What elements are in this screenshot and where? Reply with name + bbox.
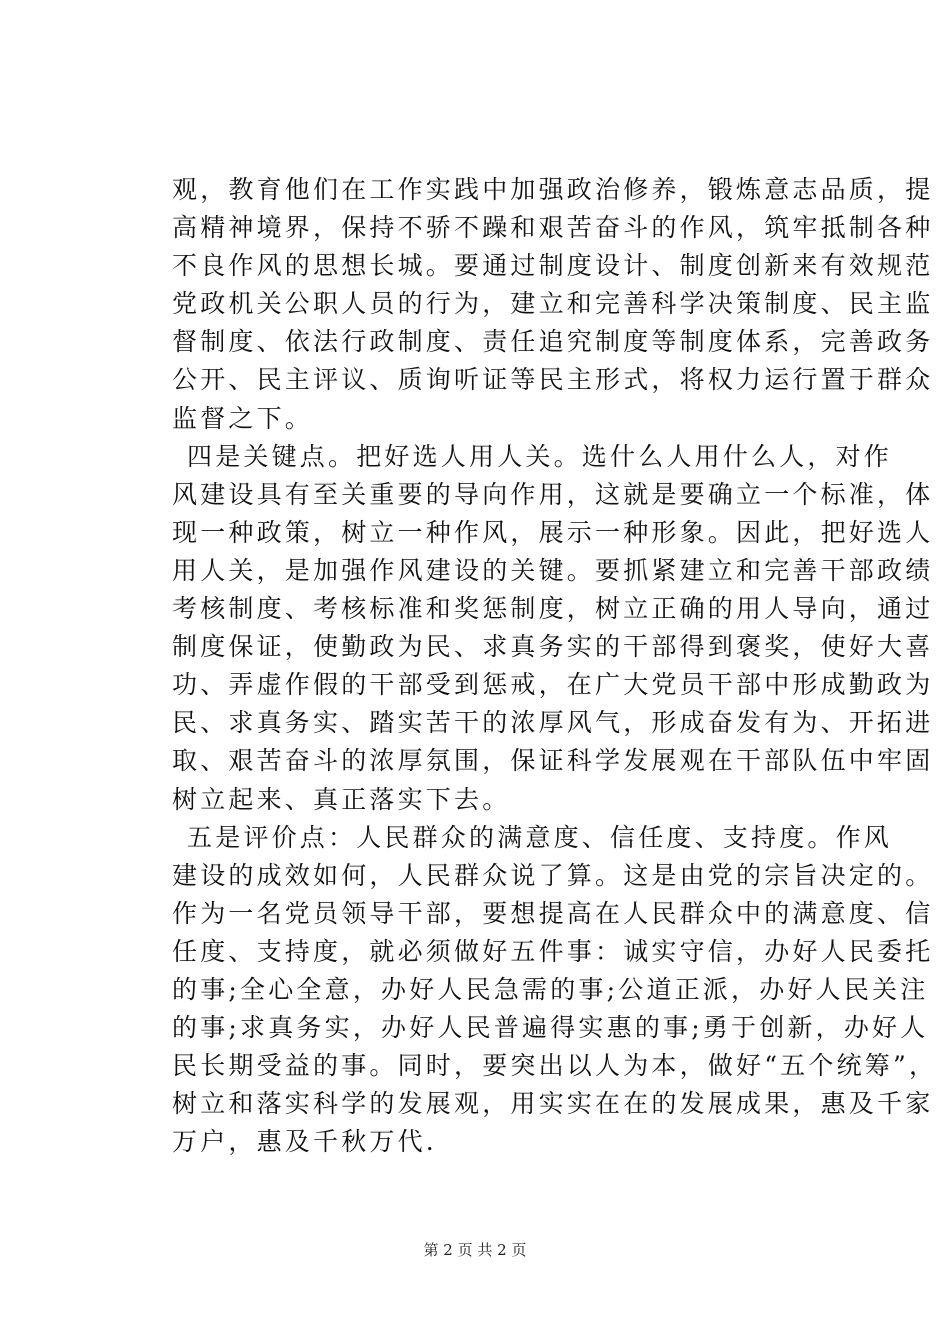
- paragraph-start-line: 五是评价点：人民群众的满意度、信任度、支持度。作风: [187, 822, 893, 852]
- text-line: 督制度、依法行政制度、责任追究制度等制度体系，完善政务: [172, 327, 934, 357]
- text-line: 用人关，是加强作风建设的关键。要抓紧建立和完善干部政绩: [172, 555, 934, 585]
- text-line: 建设的成效如何，人民群众说了算。这是由党的宗旨决定的。: [172, 860, 934, 890]
- text-line: 取、艰苦奋斗的浓厚氛围，保证科学发展观在干部队伍中牢固: [172, 746, 934, 776]
- text-line: 高精神境界，保持不骄不躁和艰苦奋斗的作风，筑牢抵制各种: [172, 213, 934, 243]
- document-body: [172, 171, 938, 1161]
- text-line: 民长期受益的事。同时，要突出以人为本，做好“五个统筹”，: [172, 1051, 938, 1081]
- text-line: 不良作风的思想长城。要通过制度设计、制度创新来有效规范: [172, 251, 934, 281]
- text-line: 民、求真务实、踏实苦干的浓厚风气，形成奋发有为、开拓进: [172, 708, 934, 738]
- paragraph-start-line: 四是关键点。把好选人用人关。选什么人用什么人，对作: [187, 441, 893, 471]
- text-line: 万户，惠及千秋万代.: [172, 1127, 437, 1157]
- text-line: 的事;全心全意，办好人民急需的事;公道正派，办好人民关注: [172, 974, 929, 1004]
- text-line: 任度、支持度，就必须做好五件事：诚实守信，办好人民委托: [172, 936, 934, 966]
- text-line: 观，教育他们在工作实践中加强政治修养，锻炼意志品质，提: [172, 175, 934, 204]
- text-line: 考核制度、考核标准和奖惩制度，树立正确的用人导向，通过: [172, 594, 934, 624]
- text-line: 功、弄虚作假的干部受到惩戒，在广大党员干部中形成勤政为: [172, 670, 934, 700]
- text-line: 的事;求真务实，办好人民普遍得实惠的事;勇于创新，办好人: [172, 1013, 929, 1043]
- text-line: 监督之下。: [172, 403, 314, 433]
- text-line: 制度保证，使勤政为民、求真务实的干部得到褒奖，使好大喜: [172, 632, 934, 662]
- text-line: 树立和落实科学的发展观，用实实在在的发展成果，惠及千家: [172, 1089, 934, 1119]
- text-line: 党政机关公职人员的行为，建立和完善科学决策制度、民主监: [172, 289, 934, 319]
- text-line: 风建设具有至关重要的导向作用，这就是要确立一个标准，体: [172, 479, 934, 509]
- text-line: 现一种政策，树立一种作风，展示一种形象。因此，把好选人: [172, 517, 934, 547]
- text-line: 作为一名党员领导干部，要想提高在人民群众中的满意度、信: [172, 898, 934, 928]
- text-line: 树立起来、真正落实下去。: [172, 784, 511, 814]
- text-line: 公开、民主评议、质询听证等民主形式，将权力运行置于群众: [172, 365, 934, 395]
- page-number-footer: 第 2 页 共 2 页: [423, 1241, 527, 1259]
